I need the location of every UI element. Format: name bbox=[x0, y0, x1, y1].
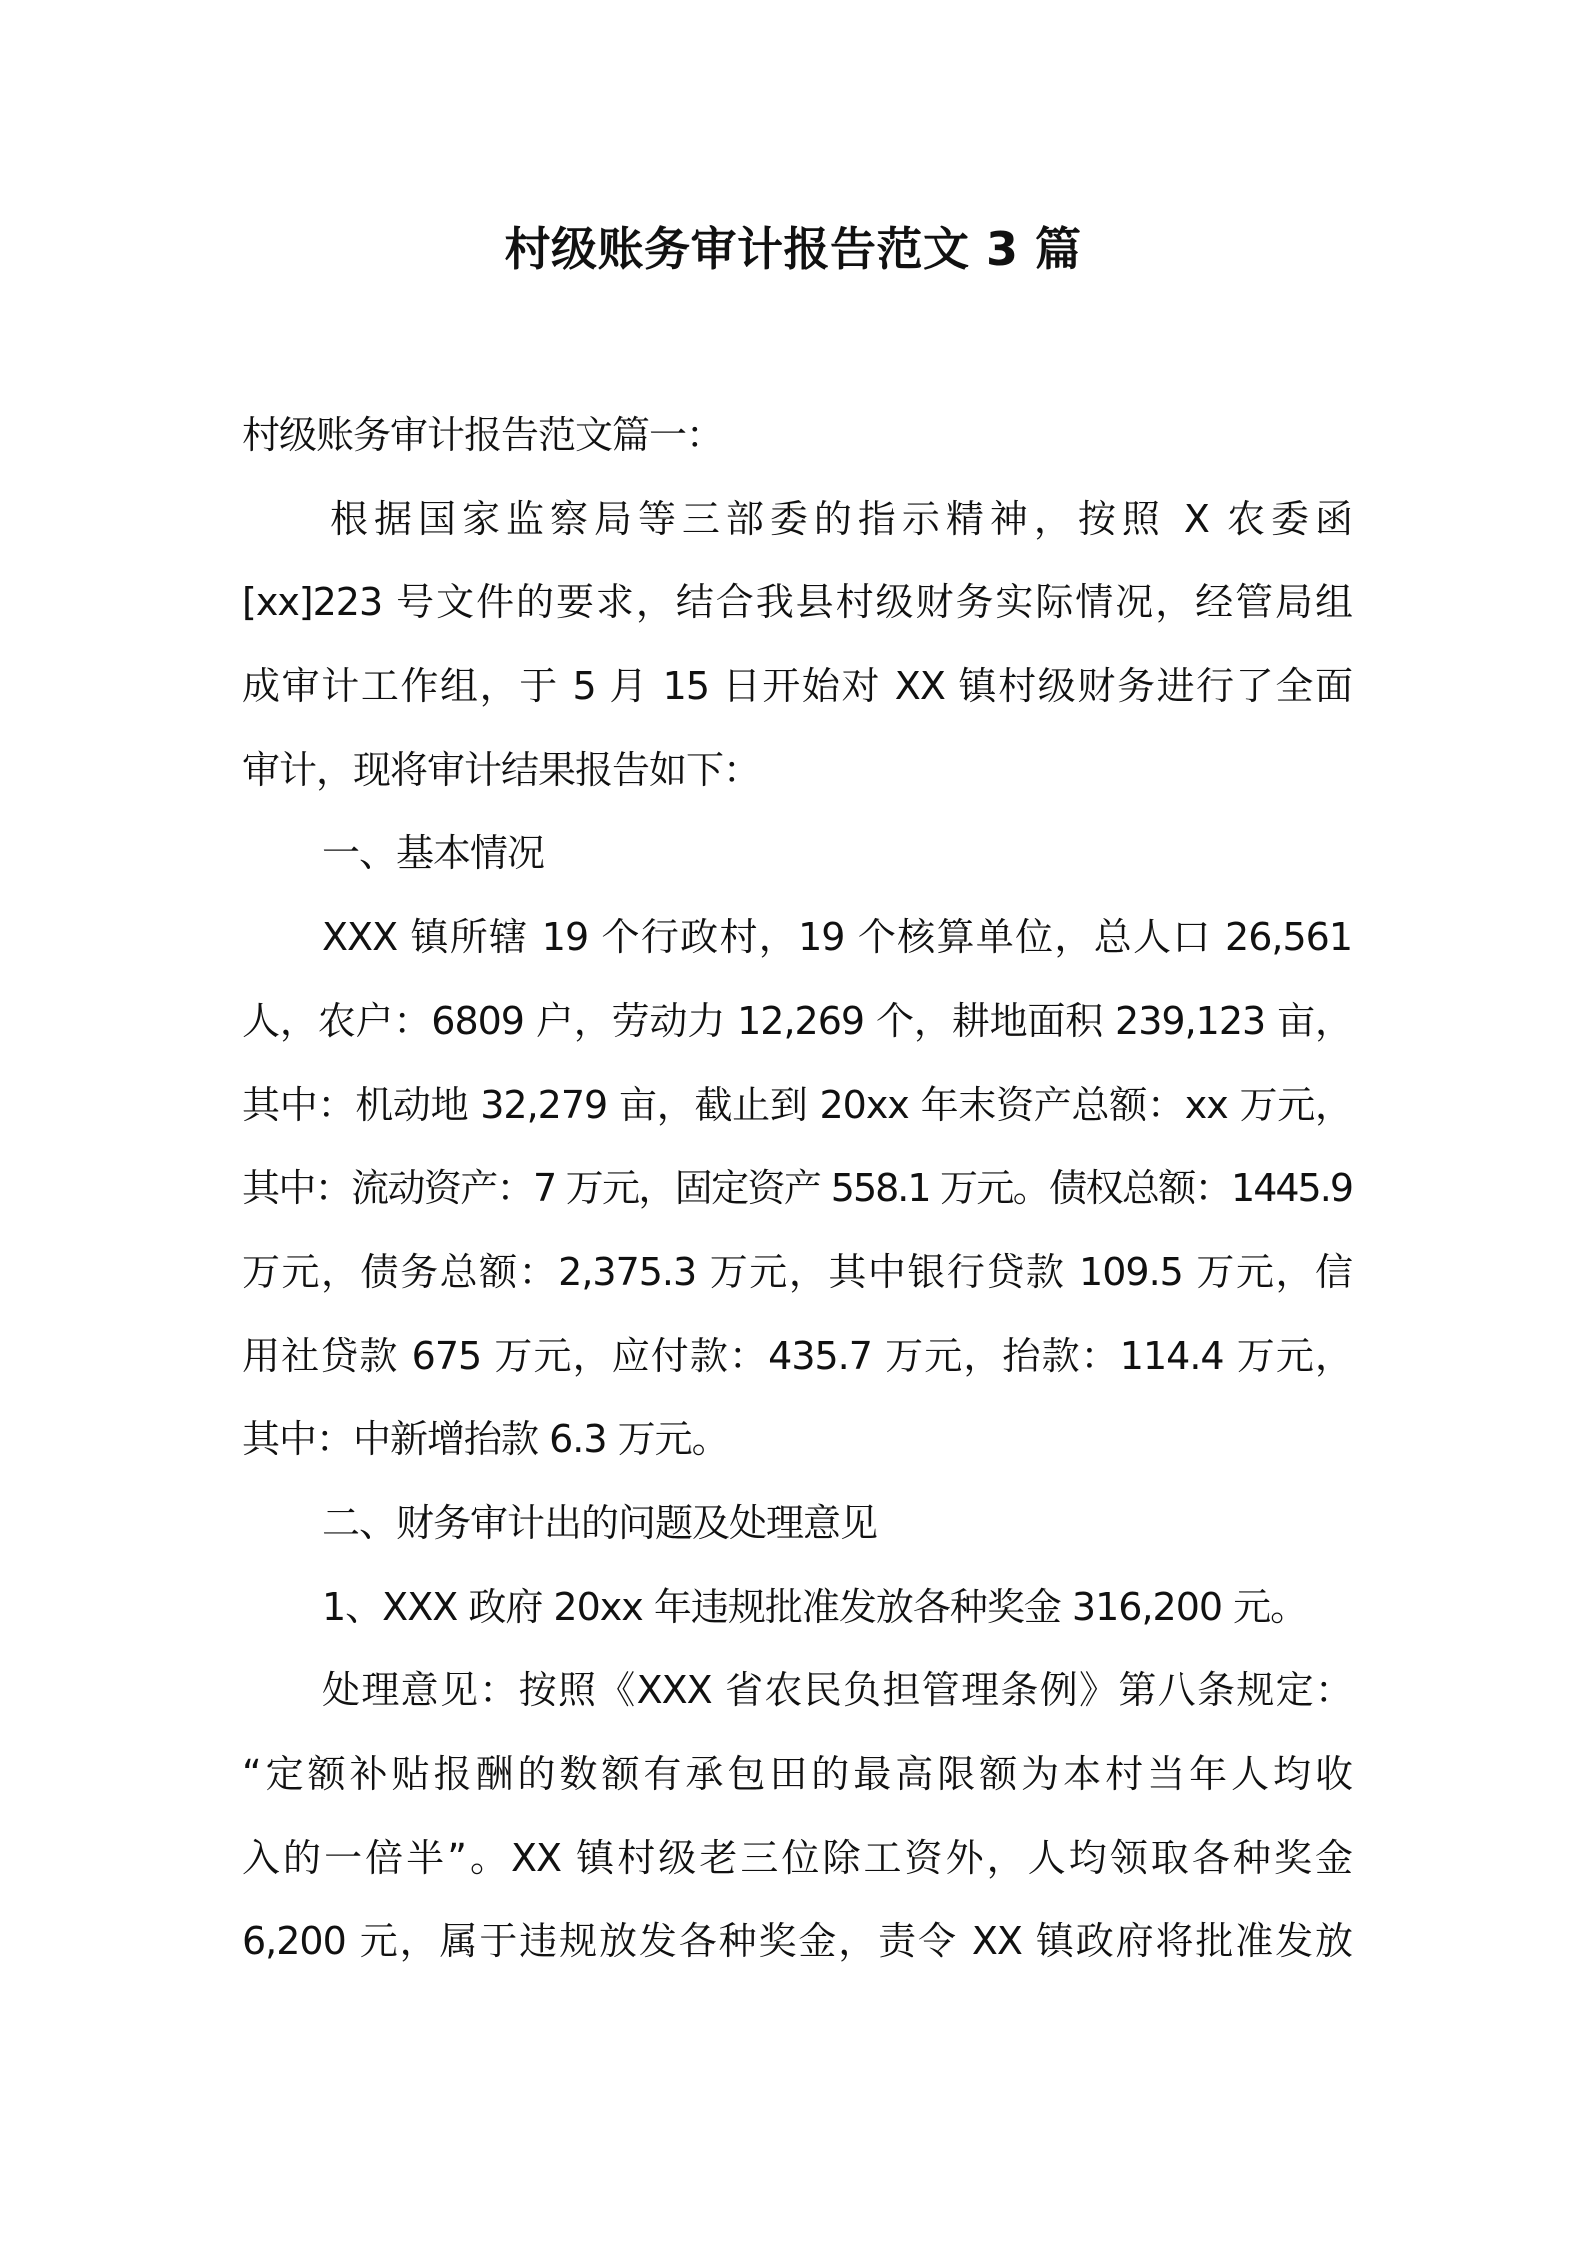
text-line: 6,200 元，属于违规放发各种奖金，责令 XX 镇政府将批准发放 bbox=[242, 1919, 1352, 1964]
text-line: 万元，债务总额：2,375.3 万元，其中银行贷款 109.5 万元，信 bbox=[242, 1249, 1352, 1294]
text-line: 人，农户：6809 户，劳动力 12,269 个，耕地面积 239,123 亩， bbox=[242, 998, 1352, 1043]
text-line: 成审计工作组，于 5 月 15 日开始对 XX 镇村级财务进行了全面 bbox=[242, 664, 1352, 709]
section-heading: 一、基本情况 bbox=[322, 831, 545, 876]
text-line: [xx]223 号文件的要求，结合我县村级财务实际情况，经管局组 bbox=[242, 580, 1352, 625]
text-line: 其中：机动地 32,279 亩，截止到 20xx 年末资产总额：xx 万元， bbox=[242, 1082, 1352, 1127]
document-body bbox=[242, 394, 1352, 1984]
text-line: “定额补贴报酬的数额有承包田的最高限额为本村当年人均收 bbox=[242, 1752, 1352, 1796]
list-item: 1、XXX 政府 20xx 年违规批准发放各种奖金 316,200 元。 bbox=[322, 1584, 1308, 1629]
intro-paragraph bbox=[242, 478, 1352, 813]
opinion-paragraph bbox=[242, 1649, 1352, 1984]
part-heading: 村级账务审计报告范文篇一： bbox=[242, 413, 724, 457]
text-line: 其中：流动资产：7 万元，固定资产 558.1 万元。债权总额：1445.9 bbox=[242, 1166, 1352, 1211]
text-line: 用社贷款 675 万元，应付款：435.7 万元，抬款：114.4 万元， bbox=[242, 1333, 1352, 1378]
document-title: 村级账务审计报告范文 3 篇 bbox=[504, 222, 1082, 276]
text-line: 处理意见：按照《XXX 省农民负担管理条例》第八条规定： bbox=[322, 1668, 1352, 1713]
text-line: 审计，现将审计结果报告如下： bbox=[242, 747, 761, 792]
basic-info-paragraph bbox=[242, 896, 1352, 1482]
text-line: 其中：中新增抬款 6.3 万元。 bbox=[242, 1417, 729, 1462]
section-heading: 二、财务审计出的问题及处理意见 bbox=[322, 1500, 878, 1545]
text-line: 入的一倍半”。XX 镇村级老三位除工资外，人均领取各种奖金 bbox=[242, 1835, 1352, 1880]
text-line: XXX 镇所辖 19 个行政村，19 个核算单位，总人口 26,561 bbox=[322, 915, 1352, 960]
text-line: 根据国家监察局等三部委的指示精神，按照 X 农委函 bbox=[330, 496, 1352, 541]
